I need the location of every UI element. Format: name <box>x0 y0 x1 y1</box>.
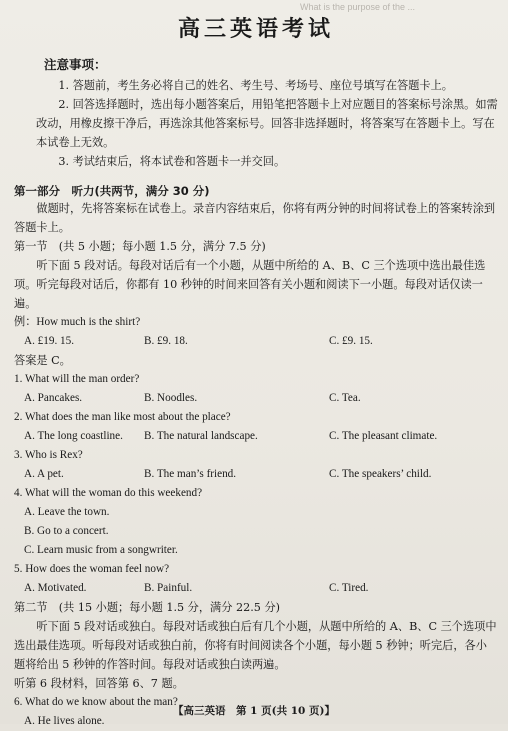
q5-option-a: A. Motivated. <box>24 582 87 594</box>
notice-item-1: 1. 答题前，考生务必将自己的姓名、考生号、考场号、座位号填写在答题卡上。 <box>58 79 453 92</box>
notice-heading: 注意事项： <box>44 57 107 72</box>
section1-heading: 第一节 (共 5 小题；每小题 1.5 分，满分 7.5 分) <box>14 240 266 253</box>
example-option-a: A. £19. 15. <box>24 335 75 347</box>
part1-heading: 第一部分 听力(共两节，满分 30 分) <box>14 184 210 198</box>
q2-option-b: B. The natural landscape. <box>144 430 258 442</box>
example-options <box>14 332 498 351</box>
q1-option-c: C. Tea. <box>329 392 361 404</box>
q4-option-c: C. Learn music from a songwriter. <box>24 544 178 556</box>
part1-instruction: 做题时，先将答案标在试卷上。录音内容结束后，你将有两分钟的时间将试卷上的答案转涂到答题卡上。 <box>14 202 496 234</box>
section2-heading: 第二节 (共 15 小题；每小题 1.5 分，满分 22.5 分) <box>14 601 281 614</box>
question-5: 5. How does the woman feel now? <box>14 563 170 575</box>
section1-instruction: 听下面 5 段对话。每段对话后有一个小题，从题中所给的 A、B、C 三个选项中选出最佳选项。听完每段对话后，你都有 10 秒钟的时间来回答有关小题和阅读下一小题。每段对话仅读一遍。 <box>14 259 486 310</box>
question-2-options <box>14 427 498 446</box>
example-option-c: C. £9. 15. <box>329 335 373 347</box>
question-1: 1. What will the man order? <box>14 373 140 385</box>
question-5-options <box>14 579 498 598</box>
q2-option-a: A. The long coastline. <box>24 430 123 442</box>
notice-item-3: 3. 考试结束后，将本试卷和答题卡一并交回。 <box>58 155 286 168</box>
q3-option-a: A. A pet. <box>24 468 64 480</box>
page-footer: 【高三英语 第 1 页(共 10 页)】 <box>173 705 335 717</box>
example-answer: 答案是 C。 <box>14 354 71 367</box>
notice-item-2: 2. 回答选择题时，选出每小题答案后，用铅笔把答题卡上对应题目的答案标号涂黑。如需改动，用橡皮擦干净后，再选涂其他答案标号。回答非选择题时，将答案写在答题卡上。写在本试卷上无效。 <box>36 98 498 149</box>
q1-option-b: B. Noodles. <box>144 392 198 404</box>
example-question: 例：How much is the shirt? <box>14 316 141 328</box>
section2-material: 听第 6 段材料，回答第 6、7 题。 <box>14 677 184 690</box>
bleed-through-text: What is the purpose of the ... <box>300 2 416 12</box>
q3-option-b: B. The man’s friend. <box>144 468 237 480</box>
q2-option-c: C. The pleasant climate. <box>329 430 438 442</box>
q4-option-a: A. Leave the town. <box>24 506 110 518</box>
question-4: 4. What will the woman do this weekend? <box>14 487 203 499</box>
q5-option-c: C. Tired. <box>329 582 369 594</box>
question-1-options <box>14 389 498 408</box>
q1-option-a: A. Pancakes. <box>24 392 83 404</box>
q4-option-b: B. Go to a concert. <box>24 525 109 537</box>
question-3-options <box>14 465 498 484</box>
question-3: 3. Who is Rex? <box>14 449 83 461</box>
q6-option-a: A. He lives alone. <box>24 715 105 727</box>
section2-instruction: 听下面 5 段对话或独白。每段对话或独白后有几个小题，从题中所给的 A、B、C 三个选项中选出最佳选项。听每段对话或独白前，你将有时间阅读各个小题，每小题 5 秒钟；听完后，各小题将给出 5 秒钟的作答时间。每段对话或独白读两遍。 <box>14 620 497 671</box>
question-6: 6. What do we know about the man? <box>14 696 178 708</box>
example-option-b: B. £9. 18. <box>144 335 188 347</box>
q5-option-b: B. Painful. <box>144 582 193 594</box>
q3-option-c: C. The speakers’ child. <box>329 468 432 480</box>
question-2: 2. What does the man like most about the place? <box>14 411 231 423</box>
page-title: 高三英语考试 <box>177 17 334 42</box>
